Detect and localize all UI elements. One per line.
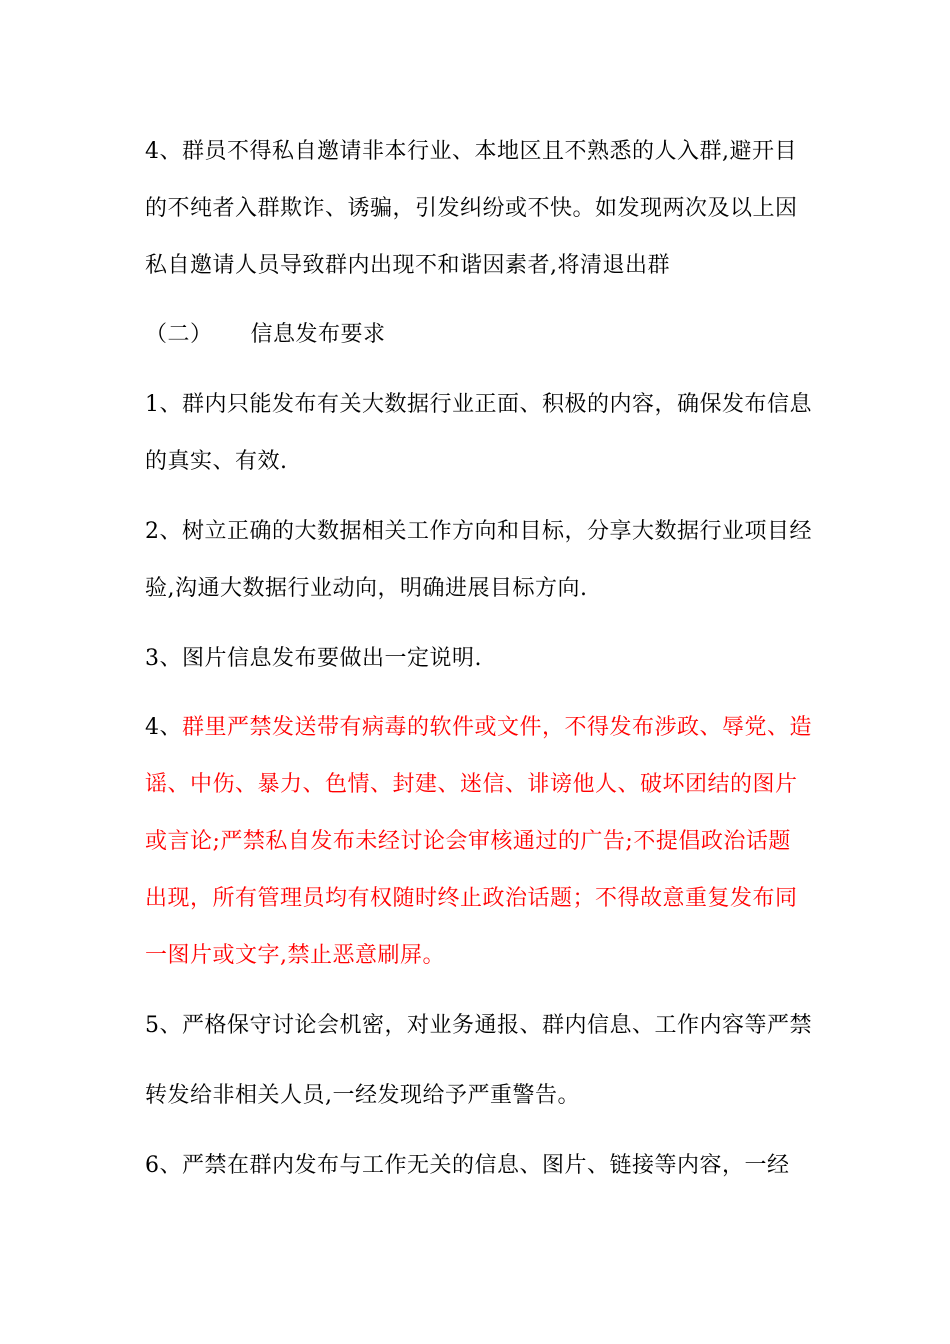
paragraph-line-red: 出现，所有管理员均有权随时终止政治话题；不得故意重复发布同 — [145, 886, 798, 911]
paragraph-line: 3、图片信息发布要做出一定说明. — [145, 646, 482, 671]
paragraph-line: 6、严禁在群内发布与工作无关的信息、图片、链接等内容，一经 — [145, 1153, 790, 1178]
section-heading-title: 信息发布要求 — [250, 322, 386, 347]
paragraph-line-red: 谣、中伤、暴力、色情、封建、迷信、诽谤他人、破坏团结的图片 — [145, 772, 798, 797]
paragraph-line: 的真实、有效. — [145, 449, 288, 474]
list-number: 4、 — [145, 715, 182, 740]
paragraph-line: 的不纯者入群欺诈、诱骗，引发纠纷或不快。如发现两次及以上因 — [145, 196, 798, 221]
section-heading — [145, 320, 825, 350]
paragraph-line-red: 一图片或文字,禁止恶意刷屏。 — [145, 943, 445, 968]
warning-text: 群里严禁发送带有病毒的软件或文件，不得发布涉政、辱党、造 — [182, 715, 813, 740]
paragraph-line-red — [145, 713, 825, 743]
paragraph-line: 转发给非相关人员,一经发现给予严重警告。 — [145, 1083, 580, 1108]
paragraph-line: 验,沟通大数据行业动向，明确进展目标方向. — [145, 576, 588, 601]
section-heading-number: （二） — [145, 322, 213, 347]
paragraph-line: 5、严格保守讨论会机密，对业务通报、群内信息、工作内容等严禁 — [145, 1013, 812, 1038]
paragraph-line: 1、群内只能发布有关大数据行业正面、积极的内容，确保发布信息 — [145, 392, 812, 417]
paragraph-line: 2、树立正确的大数据相关工作方向和目标，分享大数据行业项目经 — [145, 519, 812, 544]
paragraph-line-red: 或言论;严禁私自发布未经讨论会审核通过的广告;不提倡政治话题 — [145, 829, 791, 854]
paragraph-line: 4、群员不得私自邀请非本行业、本地区且不熟悉的人入群,避开目 — [145, 139, 797, 164]
paragraph-line: 私自邀请人员导致群内出现不和谐因素者,将清退出群 — [145, 253, 670, 278]
